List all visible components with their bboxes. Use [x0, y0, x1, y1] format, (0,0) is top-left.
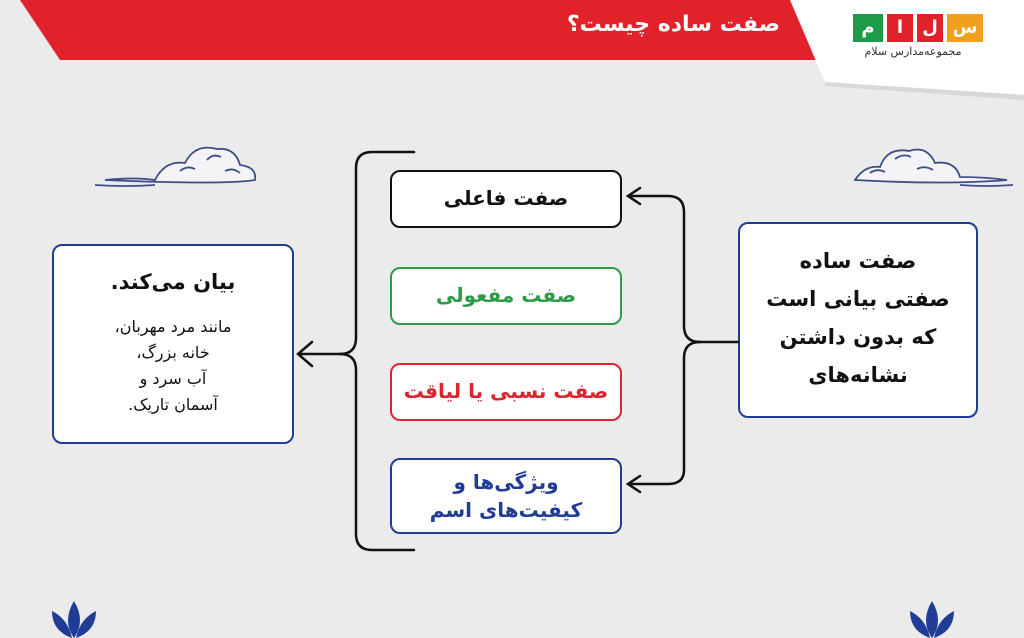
- definition-line: نشانه‌های: [808, 363, 908, 387]
- logo-letter-4: م: [853, 14, 883, 42]
- category-label: صفت فاعلی: [443, 186, 569, 210]
- leaf-left-icon: [50, 595, 98, 638]
- result-heading: بیان می‌کند.: [110, 270, 236, 294]
- example-line: مانند مرد مهربان،: [114, 317, 232, 336]
- definition-line: که بدون داشتن: [779, 325, 937, 349]
- example-line: آب سرد و: [139, 369, 207, 388]
- result-examples: [54, 314, 292, 418]
- category-box-relative: [390, 363, 622, 421]
- category-box-object: [390, 267, 622, 325]
- category-box-agent: [390, 170, 622, 228]
- category-label: صفت مفعولی: [435, 283, 577, 307]
- category-label: کیفیت‌های اسم: [429, 498, 583, 522]
- definition-line: صفت ساده: [799, 249, 917, 273]
- category-box-qualities: [390, 458, 622, 534]
- category-label: صفت نسبی یا لیاقت: [403, 379, 609, 403]
- logo-letter-2: ل: [917, 14, 943, 42]
- logo-letter-1: س: [947, 14, 983, 42]
- logo-caption: مجموعه‌مدارس سلام: [864, 45, 962, 58]
- example-line: خانه بزرگ،: [136, 343, 210, 362]
- logo-letter-3: ا: [887, 14, 913, 42]
- category-label: ویژگی‌ها و: [453, 470, 559, 494]
- definition-line: صفتی بیانی است: [766, 287, 950, 311]
- result-box: [52, 244, 294, 444]
- page-title: صفت ساده چیست؟: [566, 12, 780, 37]
- example-line: آسمان تاریک.: [128, 395, 218, 414]
- leaf-right-icon: [908, 595, 956, 638]
